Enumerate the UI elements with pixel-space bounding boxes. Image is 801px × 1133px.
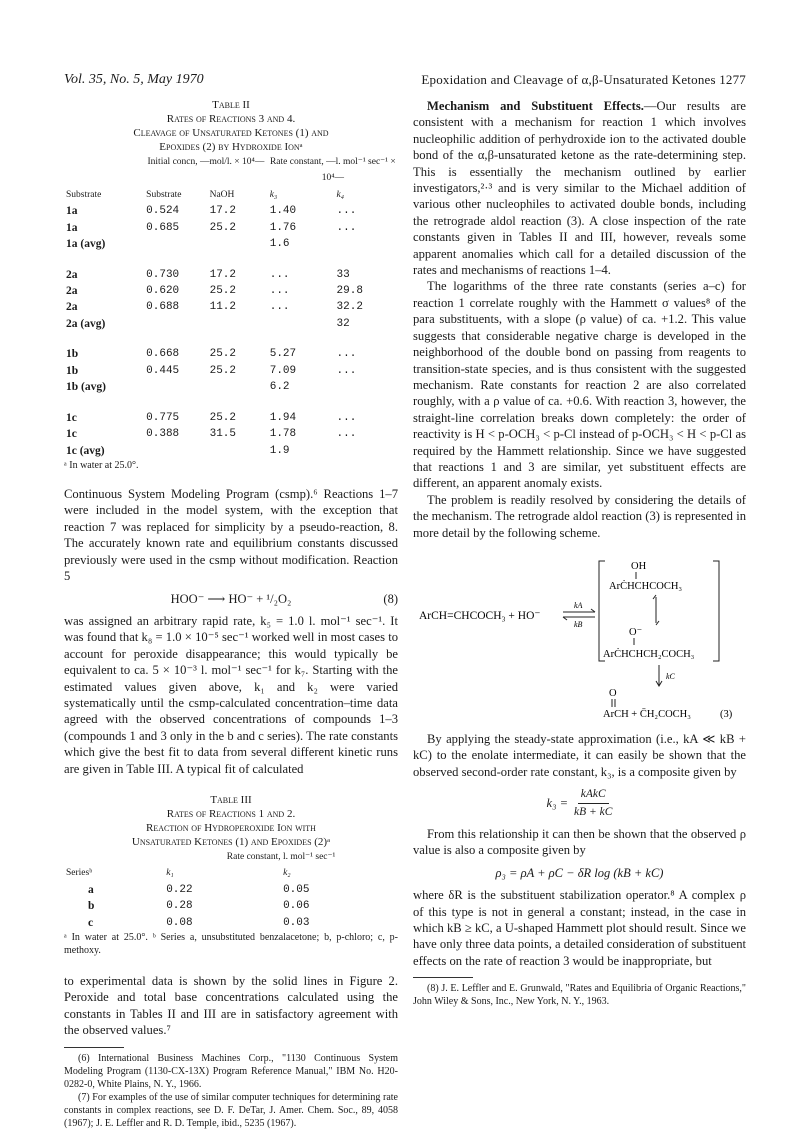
table2-row bbox=[64, 299, 398, 315]
left-column bbox=[64, 98, 398, 1130]
table2-col-k4: k₄ bbox=[336, 189, 345, 200]
table2-cell: 1c (avg) bbox=[66, 444, 105, 457]
scheme-ominus: O⁻ bbox=[629, 626, 643, 638]
table2-cell bbox=[335, 396, 398, 410]
table2-row bbox=[64, 252, 398, 266]
equation-rho: ρ₃ = ρA + ρC − δR log (kB + kC) bbox=[495, 865, 664, 880]
table2-cell: 0.730 bbox=[146, 268, 180, 281]
table2-cell: ... bbox=[269, 285, 290, 298]
table2-col-substrate: Substrate bbox=[66, 189, 102, 200]
table3-caption-line2: Reaction of Hydroperoxide Ion with bbox=[146, 821, 316, 834]
scheme-oh: OH bbox=[631, 560, 647, 572]
table2-cell: 0.775 bbox=[146, 411, 180, 424]
table2-caption-line2: Cleavage of Unsaturated Ketones (1) and bbox=[133, 127, 329, 139]
table2-cell: 32.2 bbox=[336, 301, 363, 314]
table2-cell bbox=[144, 252, 207, 266]
table2-row bbox=[64, 426, 398, 442]
scheme-kC: kC bbox=[666, 671, 675, 681]
table2-cell: ... bbox=[336, 428, 357, 441]
table2-cell: 6.2 bbox=[269, 381, 290, 394]
table2-row bbox=[64, 316, 398, 332]
table3-footnote: ᵃ In water at 25.0°. ᵇ Series a, unsubstituted benzalacetone; b, p-chloro; c, p-methoxy. bbox=[64, 932, 398, 956]
table2-cell: 31.5 bbox=[209, 428, 237, 441]
table2-cell: ... bbox=[269, 301, 290, 314]
table3-cell: 0.06 bbox=[283, 900, 310, 913]
table2-cell bbox=[64, 332, 144, 346]
equation-k3 bbox=[413, 786, 746, 820]
table2-cell bbox=[208, 379, 268, 395]
table2-cell: 1.78 bbox=[269, 428, 297, 441]
left-paragraph-2: was assigned an arbitrary rapid rate, k₅ = 1.0 l. mol⁻¹ sec⁻¹. It was found that k₈ = 1.0 × 10⁻⁵ sec⁻¹ worked well in most cases to account for peroxide disappearance; this would typically be equivalent to ca. 5 × 10⁻³ l. mol⁻¹ sec⁻¹ for k₇. Starting with the estimated values given above, k₁ and k₂ were varied systematically until the csmp-calculated concentration–time data agreed with the observed concentrations of compounds 1–3 (compounds 1 and 3 only in the b and c series). The rate constants which give the best fit to data from several different kinetic runs are given in Table III. A typical fit of calculated bbox=[64, 613, 398, 776]
table3-grid bbox=[64, 849, 398, 931]
table3-row bbox=[64, 882, 398, 898]
table3-cell: 0.03 bbox=[283, 916, 310, 929]
equation-k3-lhs: k₃ = bbox=[546, 795, 569, 810]
table2-caption-line3: Epoxides (2) by Hydroxide Ionᵃ bbox=[159, 141, 303, 153]
table2-cell: 11.2 bbox=[209, 301, 237, 314]
table2-cell bbox=[208, 332, 268, 346]
table2-row bbox=[64, 332, 398, 346]
table2-cell bbox=[144, 316, 207, 332]
scheme-kA: kA bbox=[574, 600, 583, 610]
table2-row bbox=[64, 203, 398, 219]
footnote-rule bbox=[64, 1047, 124, 1048]
table2-cell: 1b (avg) bbox=[66, 381, 106, 394]
table2-cell bbox=[268, 252, 335, 266]
table2-cell: 33 bbox=[336, 268, 350, 281]
table2-group1-header: Initial concn, —mol/l. × 10⁴— bbox=[147, 157, 265, 167]
table2-row bbox=[64, 363, 398, 379]
table3-cell: b bbox=[88, 900, 95, 913]
table3 bbox=[64, 793, 398, 957]
table2-cell: 1b bbox=[66, 364, 79, 377]
table2-cell: 25.2 bbox=[209, 285, 237, 298]
table2-cell bbox=[268, 316, 335, 332]
table2-cell: 0.688 bbox=[146, 301, 180, 314]
table2-cell: 1b bbox=[66, 348, 79, 361]
running-header-right: Epoxidation and Cleavage of α,β-Unsaturated Ketones 1277 bbox=[421, 72, 746, 87]
reaction-scheme bbox=[413, 551, 746, 721]
table2-cell bbox=[335, 443, 398, 459]
table2-cell: 0.445 bbox=[146, 364, 180, 377]
table2-row bbox=[64, 220, 398, 236]
table3-cell: 0.28 bbox=[166, 900, 193, 913]
table2-cell bbox=[335, 252, 398, 266]
table2-cell bbox=[208, 443, 268, 459]
table2-cell: 29.8 bbox=[336, 285, 363, 298]
table3-col-k2: k₂ bbox=[283, 868, 291, 879]
table2-caption-line1: Rates of Reactions 3 and 4. bbox=[166, 113, 296, 125]
table3-col-series: Seriesᵇ bbox=[66, 868, 93, 879]
table2 bbox=[64, 98, 398, 472]
table2-group2-header: Rate constant, —l. mol⁻¹ sec⁻¹ × 10⁴— bbox=[269, 157, 396, 184]
table3-group-header: Rate constant, l. mol⁻¹ sec⁻¹ bbox=[226, 851, 336, 862]
table2-row bbox=[64, 236, 398, 252]
table2-footnote: ᵃ In water at 25.0°. bbox=[64, 460, 139, 472]
right-paragraph-5: From this relationship it can then be shown that the observed ρ value is also a composite given by bbox=[413, 827, 746, 858]
equation-8-body: HOO⁻ ⟶ HO⁻ + ¹/₂O₂ bbox=[170, 591, 292, 606]
table2-col-k3: k₃ bbox=[269, 189, 278, 200]
table2-cell: 1.76 bbox=[269, 221, 297, 234]
table2-cell: 1a bbox=[66, 205, 78, 218]
table2-cell: 0.685 bbox=[146, 221, 180, 234]
footnote-8: (8) J. E. Leffler and E. Grunwald, "Rates and Equilibria of Organic Reactions," John Wiley & Sons, Inc., New York, N. Y., 1963. bbox=[413, 983, 746, 1008]
table2-cell: 0.388 bbox=[146, 428, 180, 441]
equation-8 bbox=[64, 591, 398, 607]
table3-cell: 0.22 bbox=[166, 883, 193, 896]
scheme-intermediate-2: ArĊHCHCH₂COCH₃ bbox=[603, 648, 695, 660]
table2-cell bbox=[208, 236, 268, 252]
table2-row bbox=[64, 346, 398, 362]
table2-cell bbox=[335, 236, 398, 252]
scheme-intermediate-1: ArĊHCHCOCH₃ bbox=[609, 580, 683, 592]
table2-cell: 25.2 bbox=[209, 364, 237, 377]
table2-cell: 0.668 bbox=[146, 348, 180, 361]
table2-col-sub: Substrate bbox=[146, 189, 182, 200]
table2-cell: ... bbox=[336, 348, 357, 361]
table3-cell: 0.05 bbox=[283, 883, 310, 896]
table2-row bbox=[64, 443, 398, 459]
footnote-6: (6) International Business Machines Corp., "1130 Continuous System Modeling Program (1130-CX-13X) Program Reference Manual," IBM No. H20-0282-0, White Plains, N. Y., 1966. bbox=[64, 1052, 398, 1090]
table3-cell: 0.08 bbox=[166, 916, 193, 929]
table2-cell: 7.09 bbox=[269, 364, 297, 377]
table2-cell bbox=[208, 252, 268, 266]
table3-cell: c bbox=[88, 916, 94, 929]
table2-cell bbox=[144, 443, 207, 459]
table2-row bbox=[64, 396, 398, 410]
table2-cell: 2a (avg) bbox=[66, 317, 106, 330]
table2-cell bbox=[144, 396, 207, 410]
right-paragraph-1-text: —Our results are consistent with a mechanism for reaction 1 which involves nucleophilic addition of perhydroxide ion to the activated double bond of the α,β-unsaturated ketone as the rate-determining step. This is essentially the mechanism outlined by earlier investigators,²·³ and is very similar to the Michael addition of various other nucleophiles to activated double bonds, including the retrograde aldol reaction (3). A close inspection of the rate constants given in Tables II and III, however, reveals some apparent anomalies which call for a detailed discussion of the rates and mechanisms of reactions 1–4. bbox=[413, 99, 746, 278]
table2-row bbox=[64, 267, 398, 283]
running-header-left: Vol. 35, No. 5, May 1970 bbox=[64, 72, 204, 87]
equation-k3-numerator: kAkC bbox=[578, 786, 609, 803]
table2-cell bbox=[335, 332, 398, 346]
footnote-7: (7) For examples of the use of similar computer techniques for determining rate constants in complex reactions, see D. F. DeTar, J. Amer. Chem. Soc., 89, 4058 (1967); J. E. Leffler and R. D. Temple, ibid., 5235 (1967). bbox=[64, 1091, 398, 1129]
table2-cell: ... bbox=[336, 411, 357, 424]
right-paragraph-4: By applying the steady-state approximation (i.e., kA ≪ kB + kC) to the enolate intermediate, it can easily be shown that the observed second-order rate constant, k₃, is a composite given by bbox=[413, 731, 746, 779]
left-paragraph-1: Continuous System Modeling Program (csmp).⁶ Reactions 1–7 were included in the model system, with the exception that reaction 7 was replaced for simplicity by a pseudo-reaction, 8. The accurately known rate and equilibrium constants discussed previously were used in the csmp without modification. Reaction 5 bbox=[64, 487, 398, 584]
table2-grid bbox=[64, 154, 398, 459]
table3-row bbox=[64, 898, 398, 914]
table2-cell: ... bbox=[336, 205, 357, 218]
table2-cell: ... bbox=[269, 268, 290, 281]
table2-cell: 2a bbox=[66, 268, 78, 281]
table2-cell: 1a (avg) bbox=[66, 238, 106, 251]
scheme-reactant: ArCH=CHCOCH₃ + HO⁻ bbox=[419, 609, 541, 622]
table2-cell: 1.94 bbox=[269, 411, 297, 424]
table3-row bbox=[64, 915, 398, 931]
table2-row bbox=[64, 283, 398, 299]
table3-col-k1: k₁ bbox=[166, 868, 174, 879]
table2-cell: 17.2 bbox=[209, 205, 237, 218]
left-paragraph-3: to experimental data is shown by the solid lines in Figure 2. Peroxide and total base concentrations calculated using the constants in Tables II and III are in satisfactory agreement with the observed values.⁷ bbox=[64, 974, 398, 1038]
table2-cell bbox=[268, 332, 335, 346]
table2-cell: 2a bbox=[66, 301, 78, 314]
table2-cell bbox=[144, 236, 207, 252]
table2-title: Table II bbox=[212, 99, 250, 111]
right-paragraph-3: The problem is readily resolved by considering the details of the mechanism. The retrograde aldol reaction (3) is represented in more detail by the following scheme. bbox=[413, 492, 746, 540]
scheme-o: O bbox=[609, 687, 617, 699]
table2-cell bbox=[64, 252, 144, 266]
section-heading: Mechanism and Substituent Effects. bbox=[427, 99, 644, 113]
scheme-number: (3) bbox=[720, 708, 733, 720]
footnote-rule-right bbox=[413, 977, 473, 978]
table2-cell: 2a bbox=[66, 285, 78, 298]
table2-cell: 25.2 bbox=[209, 221, 237, 234]
table2-cell: ... bbox=[336, 364, 357, 377]
right-paragraph-2: The logarithms of the three rate constants (series a–c) for reaction 1 correlate roughly with the Hammett σ values⁸ of the para substituents, with a slope (ρ value) of ca. +1.2. This value suggests that considerable negative charge is developed in the neighborhood of the double bond on passing from reagents to transition-state species, and is thus consistent with the suggested mechanism. Rate constants for reaction 2 are also correlated roughly, with a ρ value of ca. +0.6. With reaction 3, however, the straight-line correlation breaks down completely: the order of reactivity is H < p-OCH₃ < p-Cl instead of p-OCH₃ < H < p-Cl as required by the Hammett relationship. Since we have suggested that reactions 1 and 3 are similar, yet substituent effects are different, an apparent anomaly exists. bbox=[413, 279, 746, 491]
right-column bbox=[413, 98, 746, 1008]
table2-cell: 25.2 bbox=[209, 411, 237, 424]
table2-cell: 1.9 bbox=[269, 444, 290, 457]
table2-cell: 1.6 bbox=[269, 238, 290, 251]
table2-col-naoh: NaOH bbox=[209, 189, 235, 200]
equation-8-number: (8) bbox=[383, 591, 398, 606]
table2-cell bbox=[208, 316, 268, 332]
scheme-product: ArCH + C̄H₂COCH₃ bbox=[603, 708, 691, 720]
table3-cell: a bbox=[88, 883, 94, 896]
right-paragraph-1 bbox=[413, 98, 746, 278]
table2-cell: 1c bbox=[66, 428, 77, 441]
table2-cell: ... bbox=[336, 221, 357, 234]
table2-cell bbox=[144, 379, 207, 395]
table2-cell: 1.40 bbox=[269, 205, 297, 218]
equation-k3-denominator: kB + kC bbox=[574, 805, 613, 818]
table2-cell: 1a bbox=[66, 221, 78, 234]
table2-cell: 17.2 bbox=[209, 268, 237, 281]
scheme-kB: kB bbox=[574, 619, 583, 629]
table2-cell bbox=[208, 396, 268, 410]
table3-caption-line1: Rates of Reactions 1 and 2. bbox=[166, 807, 296, 820]
table2-cell bbox=[144, 332, 207, 346]
table2-cell: 25.2 bbox=[209, 348, 237, 361]
table3-caption-line3: Unsaturated Ketones (1) and Epoxides (2)ᵃ bbox=[131, 835, 331, 848]
table2-cell: 0.524 bbox=[146, 205, 180, 218]
right-paragraph-6: where δR is the substituent stabilization operator.⁸ A complex ρ of this type is not in general a constant; instead, in the case in which kB ≥ kC, a U-shaped Hammett plot should result. Since we have only three data points, a detailed consideration of substituent effects on the rate of reaction 3 would be inappropriate, but bbox=[413, 888, 746, 968]
table2-row bbox=[64, 410, 398, 426]
table2-cell bbox=[268, 396, 335, 410]
table2-cell bbox=[335, 379, 398, 395]
table2-cell: 0.620 bbox=[146, 285, 180, 298]
table2-cell: 5.27 bbox=[269, 348, 297, 361]
table2-cell bbox=[64, 396, 144, 410]
table2-cell: 32 bbox=[336, 317, 350, 330]
table2-row bbox=[64, 379, 398, 395]
table3-title: Table III bbox=[210, 793, 252, 806]
table2-cell: 1c bbox=[66, 411, 77, 424]
